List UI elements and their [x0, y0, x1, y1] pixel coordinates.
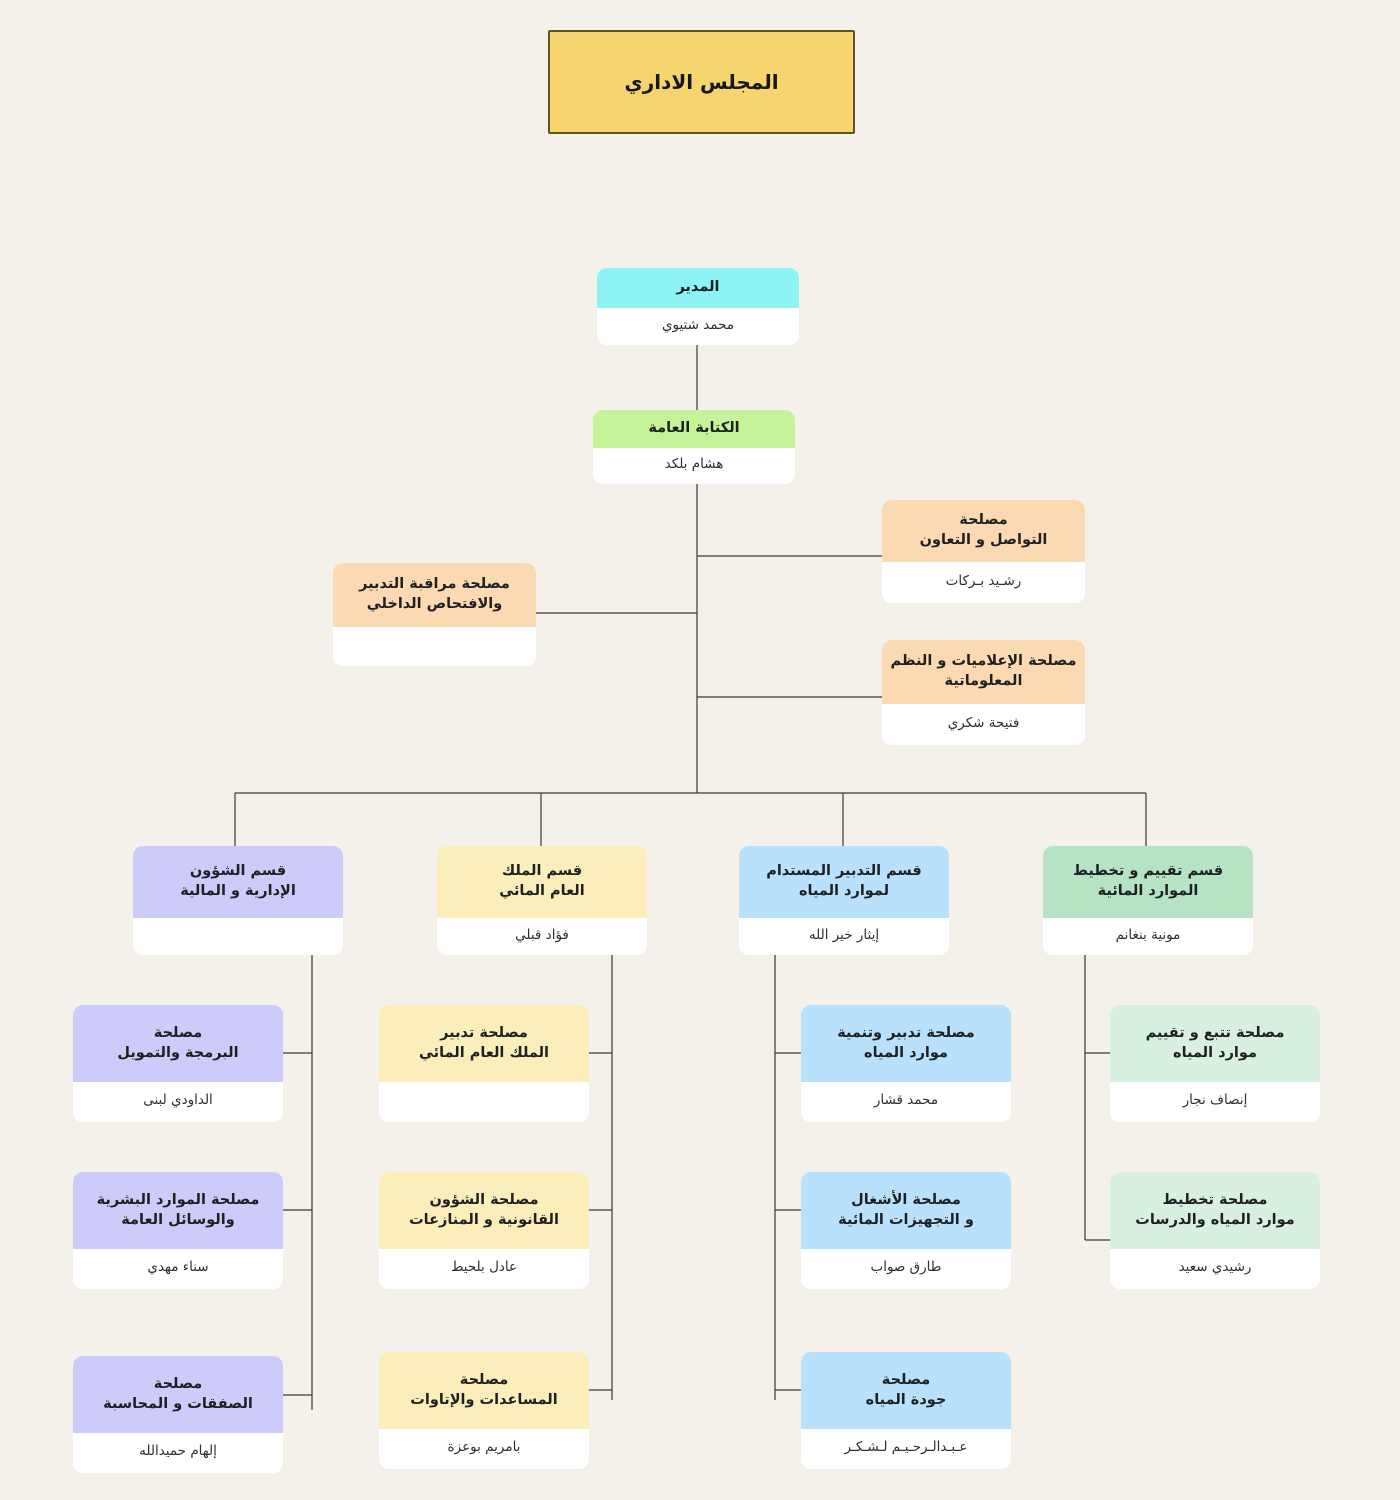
- node-title-line1: قسم الملك: [501, 863, 583, 880]
- node-title: [1110, 1172, 1320, 1249]
- node-department-sustainable-water-management[interactable]: [739, 846, 949, 955]
- node-title-line2: المساعدات والإتاوات: [410, 1391, 558, 1408]
- node-title-line2: المعلوماتية: [944, 673, 1023, 689]
- node-person: فتيحة شكري: [882, 704, 1085, 745]
- node-title-line2: و التجهيزات المائية: [838, 1211, 974, 1228]
- node-title: [379, 1172, 589, 1249]
- node-title-line2: التواصل و التعاون: [919, 532, 1048, 548]
- node-title-line1: مصلحة تدبير وتنمية: [837, 1024, 975, 1041]
- node-title-line2: القانونية و المنازعات: [409, 1211, 559, 1228]
- node-person: الداودي لبنى: [73, 1082, 283, 1122]
- node-title-line1: مصلحة تخطيط: [1162, 1191, 1268, 1208]
- node-title-line1: قسم التدبير المستدام: [766, 863, 922, 880]
- node-person: بامريم بوعزة: [379, 1429, 589, 1469]
- node-title-line1: مصلحة الموارد البشرية: [96, 1191, 260, 1208]
- node-person: إيثار خير الله: [739, 918, 949, 955]
- node-person: عـبـدالـرحـيـم لـشـكـر: [801, 1429, 1011, 1469]
- node-person: إلهام حميدالله: [73, 1433, 283, 1473]
- node-title-line1: مصلحة: [959, 512, 1008, 529]
- node-title: [73, 1005, 283, 1082]
- node-title-line1: مصلحة: [153, 1375, 203, 1392]
- node-title-line2: موارد المياه: [1173, 1044, 1257, 1061]
- node-title-line2: لموارد المياه: [798, 883, 890, 899]
- node-title-line2: جودة المياه: [865, 1391, 947, 1408]
- node-title: [1043, 846, 1253, 918]
- node-title-line1: مصلحة الإعلاميات و النظم: [890, 653, 1077, 670]
- node-title: [379, 1005, 589, 1082]
- node-person: عادل بلحيط: [379, 1249, 589, 1289]
- node-title: [437, 846, 647, 918]
- node-title-line2: الملك العام المائي: [418, 1044, 550, 1061]
- node-title-line1: مصلحة تتبع و تقييم: [1145, 1024, 1285, 1041]
- node-service-informatics-information-systems[interactable]: [882, 640, 1085, 745]
- node-title: [801, 1005, 1011, 1082]
- node-title: [882, 640, 1085, 704]
- node-title: [379, 1352, 589, 1429]
- node-title: [1110, 1005, 1320, 1082]
- node-service-management-control-internal-audit[interactable]: [333, 563, 536, 666]
- node-title-line2: والافتحاص الداخلي: [366, 596, 503, 612]
- node-person: [379, 1082, 589, 1122]
- node-title-line2: الصفقات و المحاسبة: [103, 1395, 253, 1412]
- node-director[interactable]: [597, 268, 799, 345]
- node-title: [739, 846, 949, 918]
- node-person: رشيدي سعيد: [1110, 1249, 1320, 1289]
- node-person: [133, 918, 343, 955]
- node-title: [73, 1172, 283, 1249]
- node-title-line1: مصلحة تدبير: [440, 1024, 528, 1041]
- node-service-water-resources-development[interactable]: [801, 1005, 1011, 1122]
- node-title: المجلس الاداري: [624, 70, 779, 94]
- node-person: فؤاد قبلي: [437, 918, 647, 955]
- node-title: الكتابة العامة: [593, 410, 795, 448]
- node-title-line1: مصلحة مراقبة التدبير: [359, 576, 510, 593]
- node-title-line2: الموارد المائية: [1097, 883, 1199, 899]
- node-department-evaluation-planning[interactable]: [1043, 846, 1253, 955]
- node-board-of-directors[interactable]: [548, 30, 855, 134]
- node-title-line2: موارد المياه: [864, 1044, 948, 1061]
- node-title: [133, 846, 343, 918]
- node-service-legal-affairs-disputes[interactable]: [379, 1172, 589, 1289]
- node-title: [333, 563, 536, 627]
- node-title: [882, 500, 1085, 562]
- node-person: رشـيد بـركات: [882, 562, 1085, 603]
- node-person: مونية بنغانم: [1043, 918, 1253, 955]
- node-title-line2: الإدارية و المالية: [180, 883, 296, 899]
- node-title-line1: مصلحة: [459, 1371, 509, 1388]
- node-title-line1: مصلحة: [153, 1024, 203, 1041]
- node-person: إنصاف نجار: [1110, 1082, 1320, 1122]
- node-title-line2: والوسائل العامة: [121, 1211, 235, 1228]
- node-title: المدير: [597, 268, 799, 308]
- node-service-water-quality[interactable]: [801, 1352, 1011, 1469]
- node-title-line1: قسم تقييم و تخطيط: [1072, 863, 1224, 880]
- node-department-public-water-domain[interactable]: [437, 846, 647, 955]
- node-title-line1: قسم الشؤون: [189, 863, 287, 880]
- node-person: محمد شتيوي: [597, 308, 799, 345]
- node-service-programming-financing[interactable]: [73, 1005, 283, 1122]
- node-service-water-monitoring-evaluation[interactable]: [1110, 1005, 1320, 1122]
- node-service-human-resources-general-means[interactable]: [73, 1172, 283, 1289]
- node-title-line1: مصلحة: [881, 1371, 931, 1388]
- node-title: [73, 1356, 283, 1433]
- node-title: [801, 1352, 1011, 1429]
- node-person: سناء مهدي: [73, 1249, 283, 1289]
- node-service-communication-cooperation[interactable]: [882, 500, 1085, 603]
- node-title-line1: مصلحة الأشغال: [851, 1191, 961, 1208]
- node-person: محمد قشار: [801, 1082, 1011, 1122]
- node-title-line1: مصلحة الشؤون: [429, 1191, 539, 1208]
- node-service-works-hydraulic-equipment[interactable]: [801, 1172, 1011, 1289]
- node-service-water-planning-studies[interactable]: [1110, 1172, 1320, 1289]
- node-service-procurement-accounting[interactable]: [73, 1356, 283, 1473]
- node-person: [333, 627, 536, 666]
- node-title-line2: موارد المياه والدرسات: [1135, 1211, 1295, 1228]
- node-title-line2: العام المائي: [499, 883, 585, 899]
- node-general-secretariat[interactable]: [593, 410, 795, 484]
- node-service-public-water-domain-management[interactable]: [379, 1005, 589, 1122]
- node-person: هشام بلكد: [593, 448, 795, 484]
- node-service-aid-royalties[interactable]: [379, 1352, 589, 1469]
- node-title: [801, 1172, 1011, 1249]
- node-title-line2: البرمجة والتمويل: [117, 1044, 239, 1061]
- node-person: طارق صواب: [801, 1249, 1011, 1289]
- node-department-admin-finance[interactable]: [133, 846, 343, 955]
